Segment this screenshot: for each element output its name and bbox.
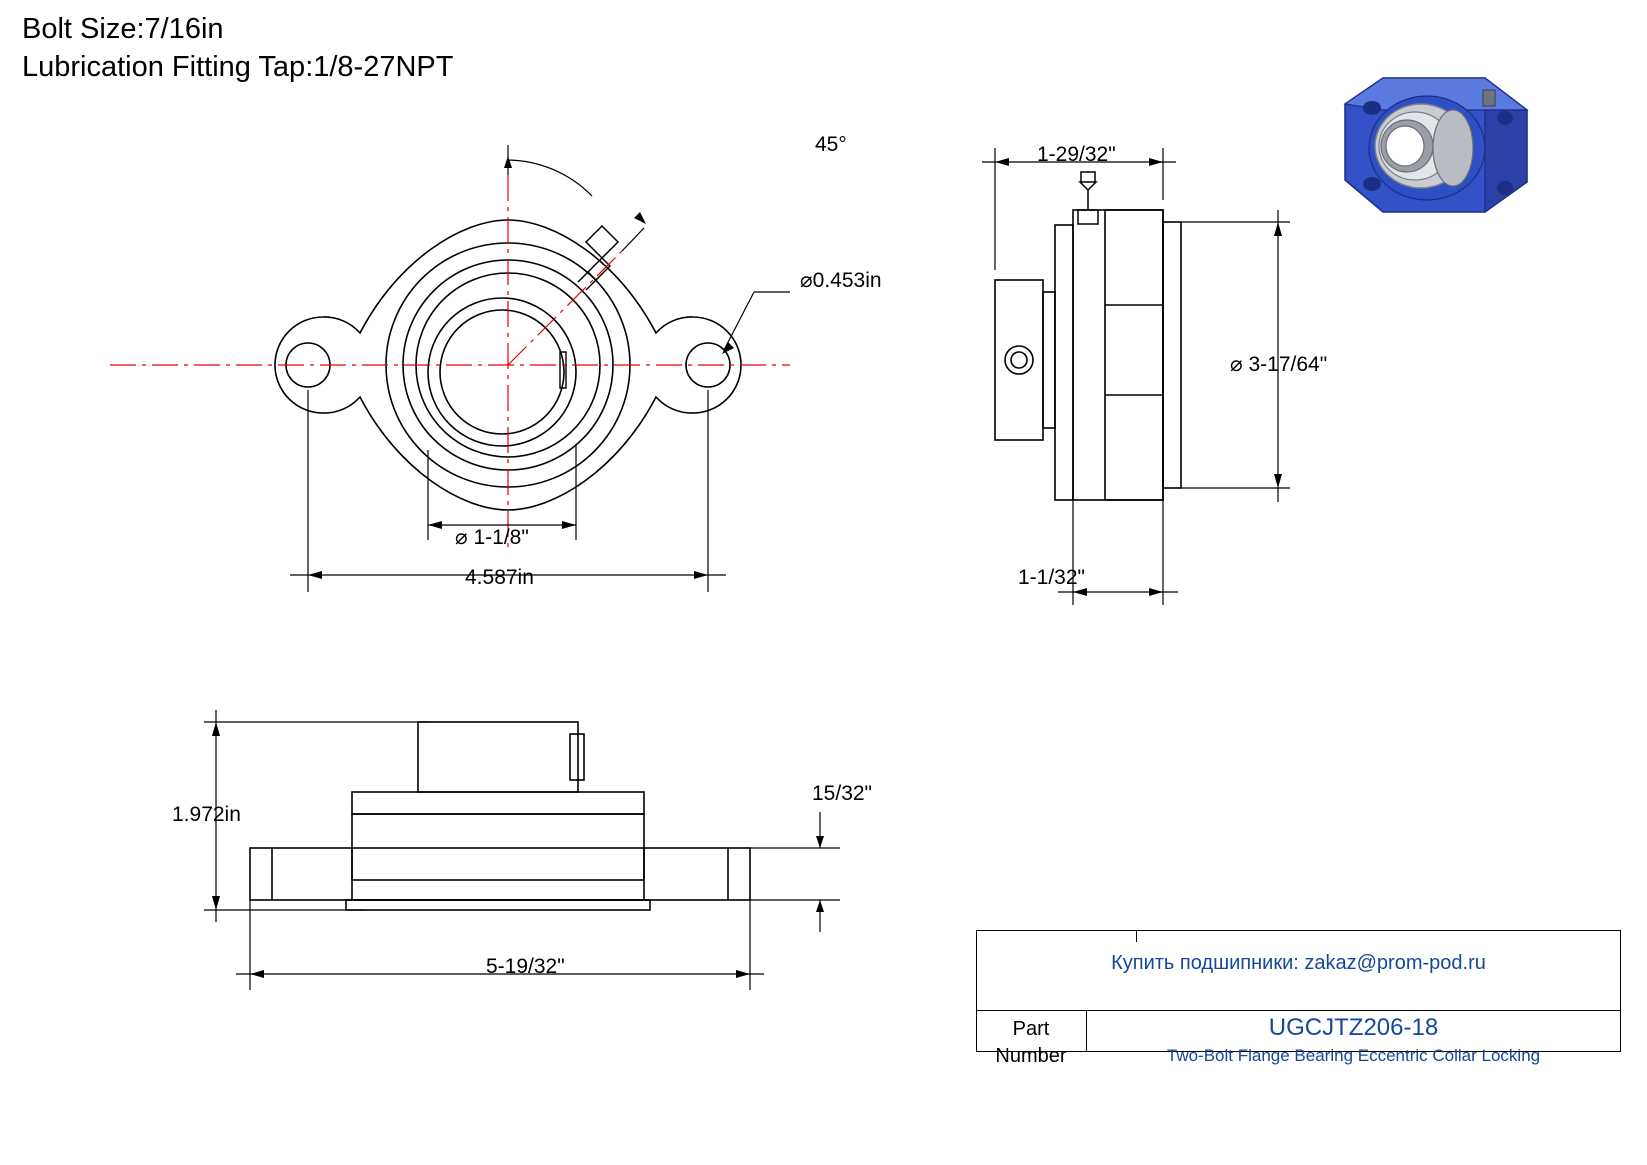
part-description: Two-Bolt Flange Bearing Eccentric Collar Locking [1166, 1046, 1541, 1065]
title-block-border-top [976, 930, 1621, 931]
dim-angle-45: 45° [815, 133, 847, 156]
dim-base-thickness: 1-1/32" [1018, 566, 1085, 589]
header-notes [22, 10, 453, 87]
part-number-label-line2: Number [995, 1045, 1067, 1067]
note-lubrication-tap: Lubrication Fitting Tap:1/8-27NPT [22, 51, 454, 84]
dim-bolt-spacing: 4.587in [465, 566, 534, 589]
dim-collar-width: 1-29/32" [1037, 143, 1116, 166]
front-view [230, 120, 930, 620]
title-block-divider [976, 1010, 1621, 1011]
part-number-label [976, 1016, 1086, 1070]
product-photo-3d [1335, 62, 1585, 237]
note-bolt-size: Bolt Size:7/16in [22, 13, 224, 45]
dim-bolt-hole-diameter: ⌀0.453in [800, 269, 882, 292]
contact-email-note: Купить подшипники: zakaz@prom-pod.ru [1111, 952, 1486, 974]
dim-bore-diameter: ⌀ 1-1/8" [455, 526, 529, 549]
part-number-label-line1: Part [1012, 1018, 1050, 1040]
dim-overall-length: 5-19/32" [486, 955, 565, 978]
title-block [976, 930, 1621, 1067]
part-number-value: UGCJTZ206-18 [1268, 1014, 1439, 1041]
title-block-tick [1136, 930, 1137, 942]
dim-flange-outer-diameter: ⌀ 3-17/64" [1230, 353, 1328, 376]
dim-overall-height: 1.972in [172, 803, 241, 826]
dim-flange-thickness: 15/32" [812, 782, 873, 805]
